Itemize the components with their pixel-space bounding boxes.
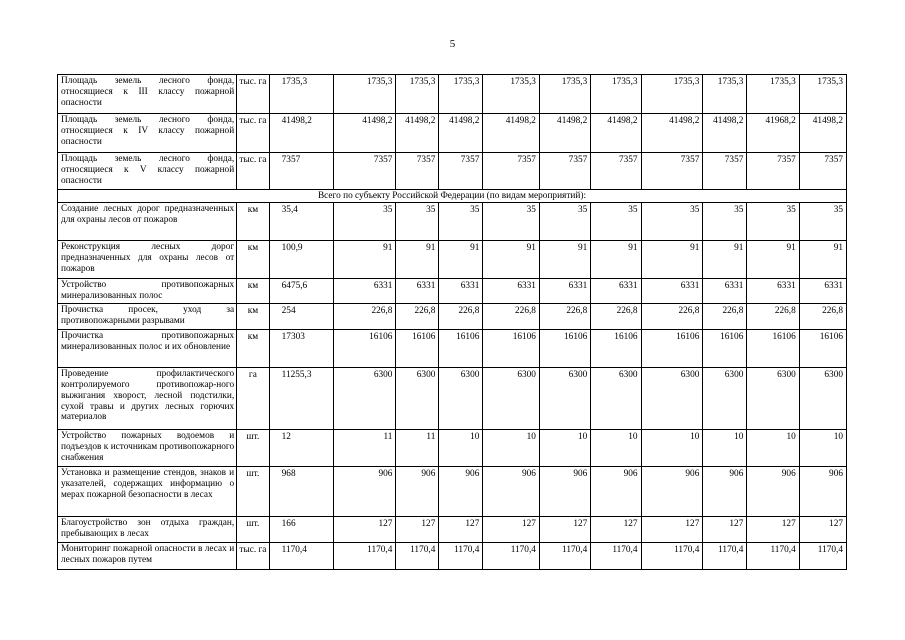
row-value: 6331 (641, 279, 703, 304)
row-name: Прочистка просек, уход за противопожарными разрывами (58, 303, 237, 329)
row-value: 1170,4 (269, 542, 333, 569)
row-value: 906 (703, 466, 747, 516)
row-value: 41498,2 (641, 114, 703, 153)
row-unit: шт. (237, 516, 269, 542)
row-value: 11 (333, 429, 396, 466)
row-value: 968 (269, 466, 333, 516)
section-row (58, 190, 847, 203)
row-value: 226,8 (333, 303, 396, 329)
row-value: 1735,3 (747, 75, 799, 114)
row-value: 226,8 (539, 303, 590, 329)
row-value: 7357 (333, 153, 396, 190)
row-value: 17303 (269, 329, 333, 367)
row-value: 1735,3 (703, 75, 747, 114)
row-name: Площадь земель лесного фонда, относящиеся к III классу пожарной опасности (58, 75, 237, 114)
row-value: 906 (747, 466, 799, 516)
row-value: 226,8 (747, 303, 799, 329)
row-value: 35 (439, 203, 483, 241)
row-name: Реконструкция лесных дорог предназначенных для охраны лесов от пожаров (58, 241, 237, 279)
row-name: Благоустройство зон отдыха граждан, пребывающих в лесах (58, 516, 237, 542)
row-unit: км (237, 279, 269, 304)
row-value: 16106 (799, 329, 846, 367)
row-value: 16106 (439, 329, 483, 367)
row-value: 6331 (799, 279, 846, 304)
row-value: 1170,4 (641, 542, 703, 569)
row-value: 1170,4 (396, 542, 439, 569)
table-row (58, 542, 847, 569)
row-value: 906 (539, 466, 590, 516)
row-value: 41498,2 (591, 114, 641, 153)
row-value: 35 (747, 203, 799, 241)
row-value: 1735,3 (439, 75, 483, 114)
row-value: 7357 (799, 153, 846, 190)
row-value: 906 (483, 466, 540, 516)
row-value: 226,8 (439, 303, 483, 329)
fire-safety-table (57, 74, 847, 570)
row-value: 7357 (269, 153, 333, 190)
row-value: 16106 (483, 329, 540, 367)
row-name: Установка и размещение стендов, знаков и указателей, содержащих информацию о мерах пожарной безопасности в лесах (58, 466, 237, 516)
row-value: 10 (539, 429, 590, 466)
row-value: 35 (333, 203, 396, 241)
row-value: 6300 (641, 367, 703, 429)
row-value: 906 (641, 466, 703, 516)
table-row (58, 241, 847, 279)
row-value: 10 (439, 429, 483, 466)
row-value: 7357 (747, 153, 799, 190)
table-row (58, 429, 847, 466)
section-title: Всего по субъекту Российской Федерации (по видам мероприятий): (58, 190, 847, 203)
row-value: 226,8 (483, 303, 540, 329)
table-row (58, 114, 847, 153)
row-value: 906 (333, 466, 396, 516)
row-value: 11 (396, 429, 439, 466)
row-value: 1735,3 (269, 75, 333, 114)
row-value: 12 (269, 429, 333, 466)
row-value: 1170,4 (439, 542, 483, 569)
row-value: 226,8 (591, 303, 641, 329)
row-value: 906 (799, 466, 846, 516)
row-value: 10 (641, 429, 703, 466)
row-value: 6331 (483, 279, 540, 304)
row-unit: тыс. га (237, 542, 269, 569)
row-value: 91 (703, 241, 747, 279)
row-value: 166 (269, 516, 333, 542)
row-value: 41968,2 (747, 114, 799, 153)
row-value: 1735,3 (333, 75, 396, 114)
row-value: 6300 (333, 367, 396, 429)
row-value: 6300 (799, 367, 846, 429)
row-value: 16106 (591, 329, 641, 367)
row-value: 7357 (703, 153, 747, 190)
row-value: 16106 (539, 329, 590, 367)
row-value: 6300 (539, 367, 590, 429)
row-value: 127 (591, 516, 641, 542)
row-value: 7357 (439, 153, 483, 190)
row-value: 7357 (483, 153, 540, 190)
row-value: 1170,4 (539, 542, 590, 569)
table-row (58, 516, 847, 542)
row-value: 41498,2 (539, 114, 590, 153)
row-name: Проведение профилактического контролируемого противопожар-ного выжигания хворост, лесной подстилки, сухой травы и других лесных горючих материалов (58, 367, 237, 429)
row-unit: км (237, 329, 269, 367)
row-value: 100,9 (269, 241, 333, 279)
row-value: 6475,6 (269, 279, 333, 304)
row-value: 1170,4 (591, 542, 641, 569)
row-value: 35 (641, 203, 703, 241)
row-value: 35 (396, 203, 439, 241)
row-value: 10 (747, 429, 799, 466)
row-value: 35 (483, 203, 540, 241)
table-row (58, 367, 847, 429)
row-value: 91 (641, 241, 703, 279)
row-value: 41498,2 (439, 114, 483, 153)
row-value: 226,8 (799, 303, 846, 329)
table-row (58, 303, 847, 329)
table-row (58, 279, 847, 304)
row-value: 16106 (333, 329, 396, 367)
row-value: 91 (799, 241, 846, 279)
row-value: 7357 (396, 153, 439, 190)
row-value: 16106 (703, 329, 747, 367)
row-value: 1170,4 (703, 542, 747, 569)
row-value: 7357 (591, 153, 641, 190)
table-row (58, 329, 847, 367)
row-value: 91 (591, 241, 641, 279)
row-value: 6300 (396, 367, 439, 429)
row-value: 127 (483, 516, 540, 542)
row-value: 127 (641, 516, 703, 542)
row-value: 35 (539, 203, 590, 241)
row-unit: км (237, 241, 269, 279)
row-value: 10 (483, 429, 540, 466)
row-value: 91 (439, 241, 483, 279)
row-value: 226,8 (641, 303, 703, 329)
row-value: 6300 (591, 367, 641, 429)
row-value: 906 (591, 466, 641, 516)
row-name: Создание лесных дорог предназначенных для охраны лесов от пожаров (58, 203, 237, 241)
row-value: 91 (396, 241, 439, 279)
row-value: 1735,3 (539, 75, 590, 114)
row-value: 10 (591, 429, 641, 466)
row-unit: км (237, 203, 269, 241)
row-value: 91 (333, 241, 396, 279)
row-value: 7357 (641, 153, 703, 190)
row-value: 6331 (703, 279, 747, 304)
row-value: 6331 (439, 279, 483, 304)
row-value: 35 (799, 203, 846, 241)
row-unit: шт. (237, 466, 269, 516)
row-value: 1170,4 (747, 542, 799, 569)
row-value: 226,8 (703, 303, 747, 329)
row-value: 1735,3 (799, 75, 846, 114)
row-value: 41498,2 (269, 114, 333, 153)
row-value: 6331 (333, 279, 396, 304)
table-row (58, 466, 847, 516)
row-value: 127 (703, 516, 747, 542)
table-row (58, 75, 847, 114)
row-value: 16106 (747, 329, 799, 367)
row-value: 41498,2 (396, 114, 439, 153)
row-value: 1170,4 (333, 542, 396, 569)
row-value: 91 (747, 241, 799, 279)
table-row (58, 203, 847, 241)
row-value: 6331 (396, 279, 439, 304)
row-value: 6331 (591, 279, 641, 304)
table-body (58, 75, 847, 570)
row-value: 35 (703, 203, 747, 241)
row-value: 127 (396, 516, 439, 542)
row-unit: тыс. га (237, 75, 269, 114)
row-value: 10 (799, 429, 846, 466)
row-value: 6300 (703, 367, 747, 429)
row-name: Площадь земель лесного фонда, относящиеся к IV классу пожарной опасности (58, 114, 237, 153)
row-value: 127 (333, 516, 396, 542)
row-value: 906 (396, 466, 439, 516)
row-value: 906 (439, 466, 483, 516)
row-value: 35,4 (269, 203, 333, 241)
row-value: 6331 (747, 279, 799, 304)
row-value: 35 (591, 203, 641, 241)
row-value: 10 (703, 429, 747, 466)
row-value: 91 (539, 241, 590, 279)
row-value: 1735,3 (483, 75, 540, 114)
row-value: 127 (539, 516, 590, 542)
row-value: 41498,2 (333, 114, 396, 153)
row-value: 11255,3 (269, 367, 333, 429)
row-name: Устройство пожарных водоемов и подъездов к источникам противопожарного снабжения (58, 429, 237, 466)
row-unit: км (237, 303, 269, 329)
row-value: 1735,3 (641, 75, 703, 114)
row-value: 226,8 (396, 303, 439, 329)
row-value: 6300 (747, 367, 799, 429)
row-name: Мониторинг пожарной опасности в лесах и лесных пожаров путем (58, 542, 237, 569)
row-value: 127 (799, 516, 846, 542)
row-value: 127 (747, 516, 799, 542)
row-unit: тыс. га (237, 153, 269, 190)
row-value: 254 (269, 303, 333, 329)
row-value: 127 (439, 516, 483, 542)
row-name: Площадь земель лесного фонда, относящиеся к V классу пожарной опасности (58, 153, 237, 190)
row-value: 41498,2 (483, 114, 540, 153)
row-value: 6300 (439, 367, 483, 429)
row-unit: тыс. га (237, 114, 269, 153)
row-name: Устройство противопожарных минерализованных полос (58, 279, 237, 304)
row-value: 1735,3 (396, 75, 439, 114)
row-value: 91 (483, 241, 540, 279)
row-value: 6331 (539, 279, 590, 304)
row-value: 41498,2 (799, 114, 846, 153)
table-row (58, 153, 847, 190)
row-value: 1735,3 (591, 75, 641, 114)
row-value: 16106 (396, 329, 439, 367)
row-value: 1170,4 (483, 542, 540, 569)
row-value: 6300 (483, 367, 540, 429)
row-unit: шт. (237, 429, 269, 466)
row-unit: га (237, 367, 269, 429)
page-number: 5 (449, 38, 456, 50)
row-value: 1170,4 (799, 542, 846, 569)
row-value: 16106 (641, 329, 703, 367)
row-name: Прочистка противопожарных минерализованных полос и их обновление (58, 329, 237, 367)
row-value: 7357 (539, 153, 590, 190)
row-value: 41498,2 (703, 114, 747, 153)
